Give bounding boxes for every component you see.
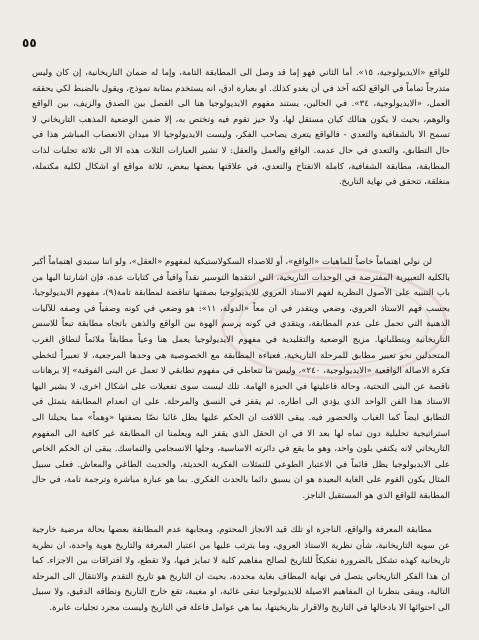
text-block-2 (32, 255, 450, 505)
paragraph: للواقع «الايديولوجية، ١٥». أما الثاني فهو إما قد وصل الى المطابقة التامة، وإما له ضمان التاريخانية، إن كان وليس متدرجاً تماماً في الواقع لكنه آخذ في أن يغدو كذلك. او بعبارة ادق، انه يستخدم بمثابة نموذج، ويقول بالضبط لكي يحققه العمل، «الايديولوجية، ٣٤». في الحالين، يستند مفهوم الايديولوجيا هنا الى الفصل بين الصدق والزيف، بين الواقع والوهم، بحيث لا يكون هنالك كيان مستقل لها، ولا حيز تقوم فيه وتختص به، إلا ضمن الوضعية المذهب التاريخاني لا تسمح الا بالشفافية والتعدي - فالواقع يتعرى يصاحب الفكر، وليست الايديولوجيا الا ميدان الانعصاب المباشر هذا في حال التطابق، والتعدي في حال عدمه. الواقع والعمل والعقل: لا تشير العبارات الثلاث هذه الا الى ثلاثة تجليات لذات المطابقة، مطابقة الشفافية، كاملة الانفتاح والتعدي، في علاقتها بعضها ببعض، ثلاثة مواقع او اشكال لكلية مكتملة، منغلقة، تتحقق في نهاية التاريخ. (32, 68, 450, 188)
page-number: ٥٥ (22, 36, 37, 50)
paragraph: لن نولي اهتماماً خاصاً للماهيات «الواقع»، أو للاصداء السكولاستيكية لمفهوم «العقل»، ولو اننا سنبدي اهتماماً أكبر بالكلية التعبيرية المفترضة في الوحدات التاريخية، التي انتقدها التوسير نقداً وافياً في كتابات عدة، فإن اشارتنا اليها من باب التنبيه على الأصول النظرية لفهم الاستاذ العروي للايديولوجيا بصفتها تناقضة لمطابقة تامة(٩)، مفهوم الايديولوجيا، بحسب فهم الاستاذ العروي، وضعي ويتقدر في ان معاً «الدولة، ١١»: هو وضعي في كونه وصفياً في وصفه للآليات الذهنية التي تحمل على عدم المطابقة، ويتقدي في كونه يرسم الهوة بين الواقع والذهن باتجاه مطابقة تبعاً للاسس التاريخانية ويتطلباتها. مزيج الوضعية والتقليدية في مفهوم الايديولوجيا يعمل هنا وعياً مطابقاً ملائماً لنطاق الغرب المتحدلين نحو تعبير مطابق للمرحلة التاريخية، فعباءة المطابقة مع الخصوصية هي وحدها المرجعية، لا تعبيراً لتخطي فكرة الاصالة الواقعية «الايديولوجية، ٢٤٠»، وليس ما تتعاطي في مفهوم تطابقي لا تعمل عن البنى الفوقية» إلا برهانات ناقصة عن البنى التحتية، وحالة فاعليتها في الحيزة الهامة. تلك ليست سوى تفعيلات على اشكال اخرى، لا يشير اليها الاستاذ هذا الفن الواحد الذي يؤدي الى اطاره. ثم يقفز في النسق والمرحلة. على ان انعدام المطابقة يتمثل في التطابق ايضاً كما الغياب والحضور فيه. يبقى اللافت ان الحكم عليها يظل غائبا نصّا بصفتها «وهماً» مما يحيلنا الى استراتيجية تحليلية دون تماه لها بعد الا في ان الحقل الذي يقفز اليه ويعلمنا ان المطابقة غير كافية الى المفهوم التاريخاني لانه يكتفي بلون واحد، وهو ما يقع في دائرته الاساسية، وحلها الانسجامي والتماسك. يبقى ان الحكم الخاص على الايديولوجيا يظل قائماً في الاعتبار الطوعي للتمثلات الفكرية الحديثة، والحديث الطاغي والمعاش. فعلى سبيل المثال يكون القوم على الغاية البعيدة هو ان يسبق دائما بالحدث الفكري. بما هو عبارة مباشرة وترجمة تامة، في حال المطابقة للواقع الذي هو المستقبل الناجز. (32, 257, 450, 501)
text-block-3 (32, 523, 450, 617)
text-block-1 (32, 66, 450, 191)
paragraph: مطابقة المعرفة والواقع، الناجزة او تلك قيد الانجاز المحتوم، ومجابهة عدم المطابقة بعضها بحالة مرضية خارجية عن سوية التاريخانية، شأن نظرية الاستاذ العروي، وما يترتب عليها من اعتبار المعرفة والتاريخ هوية واحدة، ان نظرية تاريخانية كهذه تشكل بالضرورة تفكيكاً للتاريخ لصالح مفاهيم كلية لا تمايز فيها، ولا تقطع، ولا افتراقات بين الاجزاء. كما ان هذا الفكر التاريخاني يتصل في نهاية المطاف بغاية محددة، بحيث ان التاريخ هو تاريخ التقدم والانتقال الى المرحلة التالية، ويبقى بنظرنا ان المفاهيم الاصيلة للايديولوجيا تبقى غائبة، او مغيبة، تقع خارج التاريخ ونطاقه الدقيق، ولا سبيل الى احتوائها الا بادخالها في التاريخ والاقرار بتاريخيتها، بما هي عوامل فاعلة في التاريخ وليست مجرد تجليات عابرة. (32, 525, 450, 613)
